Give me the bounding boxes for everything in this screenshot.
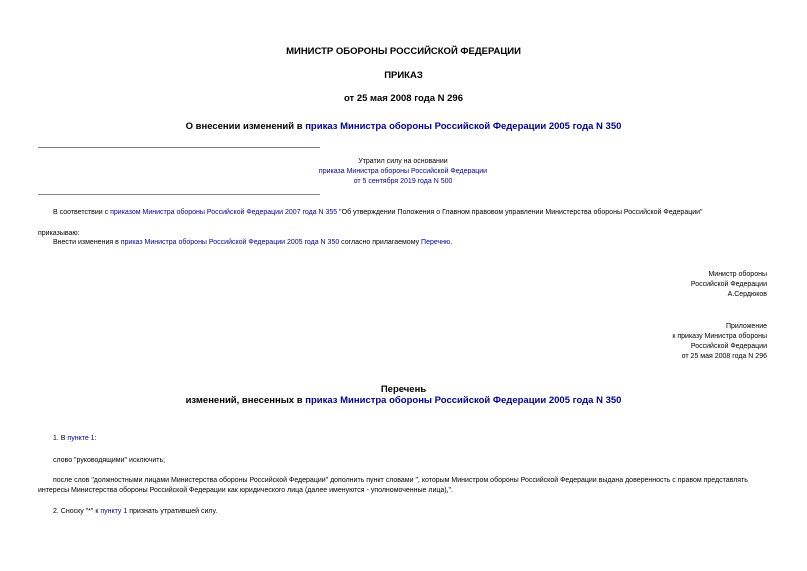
- item-1: [53, 434, 97, 444]
- appendix-line4: от 25 мая 2008 года N 296: [681, 353, 767, 360]
- item1-prefix: 1. В: [53, 435, 68, 442]
- item-1b-line2: интересы Министерства обороны Российской Федерации как юридического лица (далее именуются - уполномоченные лица),".: [38, 487, 453, 494]
- signature-line1: Министр обороны: [708, 271, 767, 278]
- list-subtitle-prefix: изменений, внесенных в: [185, 395, 306, 406]
- list-subtitle-link[interactable]: приказ Министра обороны Российской Федерации 2005 года N 350: [305, 395, 622, 406]
- para2-middle: согласно прилагаемому: [339, 239, 422, 246]
- para1-suffix: "Об утверждении Положения о Главном правовом управлении Министерства обороны Российской Федерации": [337, 209, 703, 216]
- order-word: приказываю:: [38, 230, 80, 237]
- item2-link[interactable]: пункту 1: [100, 508, 128, 515]
- repeal-note-link2[interactable]: от 5 сентября 2019 года N 500: [353, 178, 453, 185]
- para1-prefix: В соответствии с: [53, 209, 111, 216]
- doc-subject: [0, 121, 807, 132]
- signature-block: [691, 270, 767, 300]
- signature-line2: Российской Федерации: [690, 281, 767, 288]
- item-1a: слово "руководящими" исключить;: [53, 457, 166, 464]
- subject-link[interactable]: приказ Министра обороны Российской Федерации 2005 года N 350: [305, 121, 622, 132]
- paragraph-1: [53, 208, 773, 218]
- appendix-line1: Приложение: [725, 323, 767, 330]
- item2-prefix: 2. Сноску "*" к: [53, 508, 101, 515]
- paragraph-2: [53, 238, 452, 248]
- item-1b-line1: после слов "должностными лицами Министерства обороны Российской Федерации" дополнить пункт словами ", которым Министром обороны Российской Федерации выдана доверенность с правом представлять: [53, 477, 748, 484]
- para1-link[interactable]: приказом Министра обороны Российской Федерации 2007 года N 355: [110, 209, 338, 216]
- appendix-line2: к приказу Министра обороны: [672, 333, 767, 340]
- item1-suffix: :: [94, 435, 97, 442]
- subject-prefix: О внесении изменений в: [185, 121, 306, 132]
- repeal-note: [250, 157, 556, 187]
- item-2: [53, 507, 217, 517]
- ministry-title: МИНИСТР ОБОРОНЫ РОССИЙСКОЙ ФЕДЕРАЦИИ: [286, 46, 521, 57]
- list-title: Перечень: [380, 384, 427, 395]
- doc-type: ПРИКАЗ: [384, 70, 423, 81]
- repeal-note-link1[interactable]: приказа Министра обороны Российской Федерации: [318, 168, 488, 175]
- repeal-note-line1: Утратил силу на основании: [358, 158, 448, 165]
- para2-link2[interactable]: Перечню: [421, 239, 451, 246]
- appendix-line3: Российской Федерации: [690, 343, 767, 350]
- para2-link[interactable]: приказ Министра обороны Российской Федерации 2005 года N 350: [120, 239, 340, 246]
- list-subtitle: [0, 395, 807, 406]
- para2-prefix: Внести изменения в: [53, 239, 121, 246]
- divider-bottom: [38, 194, 320, 195]
- doc-date-number: от 25 мая 2008 года N 296: [343, 93, 464, 104]
- appendix-block: [672, 322, 767, 362]
- item1-link[interactable]: пункте 1: [67, 435, 95, 442]
- signature-line3: А.Сердюков: [727, 291, 767, 298]
- divider-top: [38, 147, 320, 148]
- para2-end: .: [450, 239, 453, 246]
- item2-suffix: признать утратившей силу.: [127, 508, 218, 515]
